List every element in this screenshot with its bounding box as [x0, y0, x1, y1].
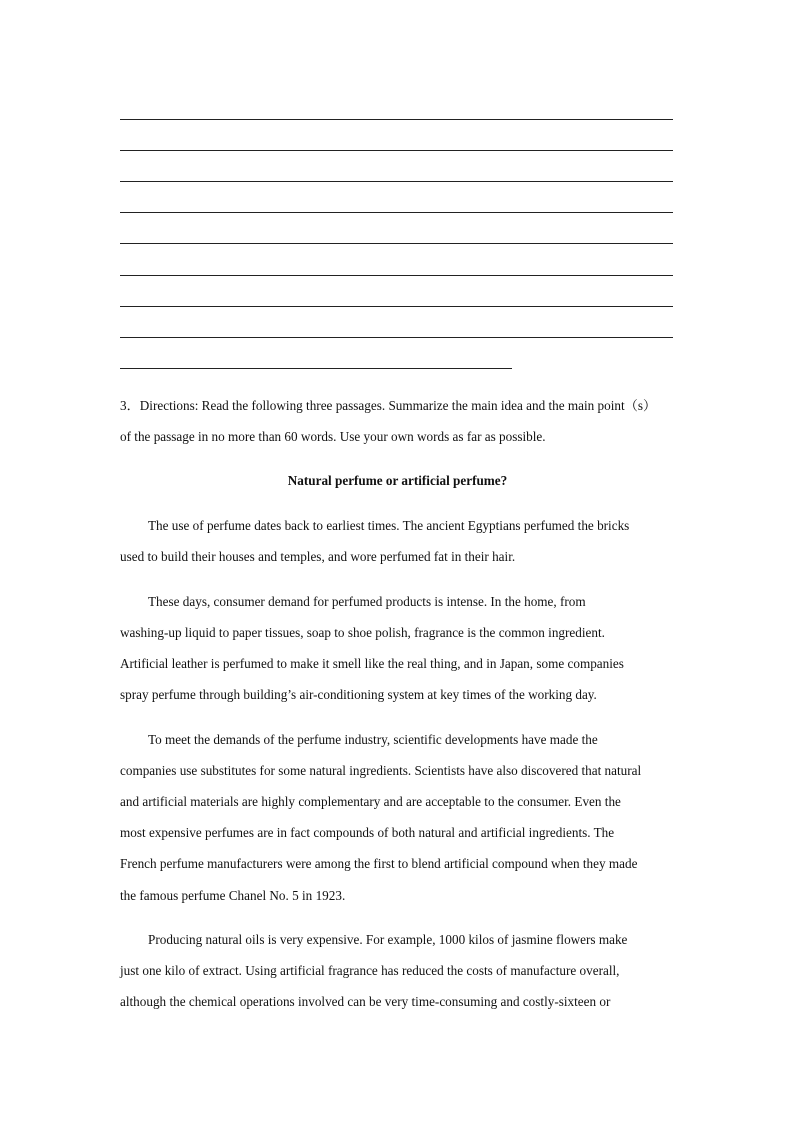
paragraph-line: washing-up liquid to paper tissues, soap to shoe polish, fragrance is the common ingredient.: [120, 625, 605, 640]
answer-line: [120, 243, 673, 244]
paragraph-line: although the chemical operations involved can be very time-consuming and costly-sixteen or: [120, 994, 611, 1009]
answer-line: [120, 368, 512, 369]
answer-line: [120, 306, 673, 307]
paragraph-line: French perfume manufacturers were among the first to blend artificial compound when they made: [120, 856, 638, 871]
answer-line: [120, 337, 673, 338]
passage-title: Natural perfume or artificial perfume?: [287, 473, 508, 488]
paragraph-line: just one kilo of extract. Using artificial fragrance has reduced the costs of manufacture overall,: [120, 963, 620, 978]
directions-line: 3．Directions: Read the following three passages. Summarize the main idea and the main point（s）: [120, 398, 657, 413]
answer-line: [120, 150, 673, 151]
paragraph-line: Artificial leather is perfumed to make it smell like the real thing, and in Japan, some companies: [120, 656, 624, 671]
paragraph-line: spray perfume through building’s air-conditioning system at key times of the working day.: [120, 687, 597, 702]
answer-line: [120, 212, 673, 213]
answer-line: [120, 119, 673, 120]
answer-line: [120, 181, 673, 182]
paragraph-line: The use of perfume dates back to earliest times. The ancient Egyptians perfumed the bricks: [148, 518, 630, 533]
paragraph-line: most expensive perfumes are in fact compounds of both natural and artificial ingredients. The: [120, 825, 615, 840]
paragraph-line: These days, consumer demand for perfumed products is intense. In the home, from: [148, 594, 586, 609]
directions-line: of the passage in no more than 60 words. Use your own words as far as possible.: [120, 429, 546, 444]
paragraph-line: To meet the demands of the perfume industry, scientific developments have made the: [148, 732, 598, 747]
paragraph-line: companies use substitutes for some natural ingredients. Scientists have also discovered that natural: [120, 763, 642, 778]
answer-line: [120, 275, 673, 276]
paragraph-line: Producing natural oils is very expensive. For example, 1000 kilos of jasmine flowers make: [148, 932, 628, 947]
paragraph-line: the famous perfume Chanel No. 5 in 1923.: [120, 888, 346, 903]
paragraph-line: used to build their houses and temples, and wore perfumed fat in their hair.: [120, 549, 516, 564]
paragraph-line: and artificial materials are highly complementary and are acceptable to the consumer. Even the: [120, 794, 621, 809]
